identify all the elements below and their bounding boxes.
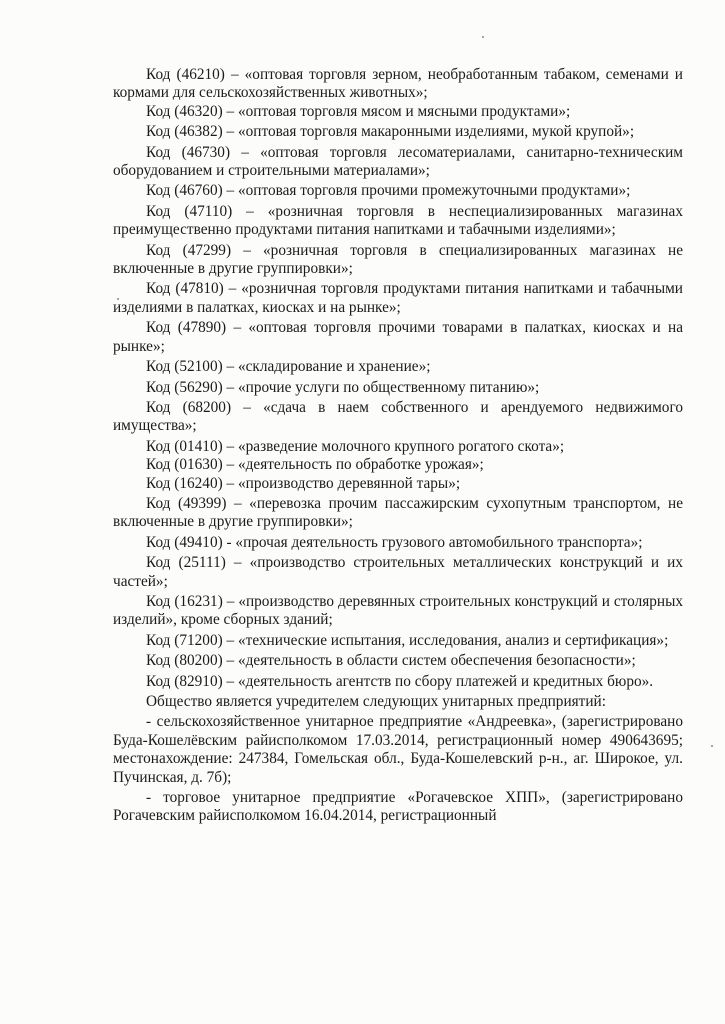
paragraph-code-01630: Код (01630) – «деятельность по обработке урожая»; <box>146 456 484 474</box>
paragraph-code-16231: Код (16231) – «производство деревянных строительных конструкций и столярных изделий», кроме сборных зданий; <box>113 592 683 629</box>
paragraph-code-46210: Код (46210) – «оптовая торговля зерном, необработанным табаком, семенами и кормами для сельскохозяйственных животных»; <box>113 66 683 102</box>
paragraph-code-46382: Код (46382) – «оптовая торговля макаронными изделиями, мукой крупой»; <box>146 123 635 141</box>
paragraph-code-82910: Код (82910) – «деятельность агентств по сбору платежей и кредитных бюро». <box>146 672 654 690</box>
paragraph-code-71200: Код (71200) – «технические испытания, исследования, анализ и сертификация»; <box>146 631 669 649</box>
paragraph-code-46760: Код (46760) – «оптовая торговля прочими промежуточными продуктами»; <box>146 182 631 200</box>
scan-speck <box>711 745 713 747</box>
paragraph-code-52100: Код (52100) – «складирование и хранение»; <box>146 358 431 376</box>
paragraph-enterprise-andreevka: - сельскохозяйственное унитарное предприятие «Андреевка», (зарегистрировано Буда-Кошелёвским райисполкомом 17.03.2014, регистрационный номер 490643695; местонахождение: 247384, Гомельская обл., Буда-Кошелевский р-н., аг. Широкое, ул. Пучинская, д. 7б); <box>113 713 683 786</box>
paragraph-code-49410: Код (49410) - «прочая деятельность грузового автомобильного транспорта»; <box>146 533 643 551</box>
paragraph-code-47810: Код (47810) – «розничная торговля продуктами питания напитками и табачными изделиями в палатках, киосках и на рынке»; <box>113 280 683 316</box>
paragraph-code-46730: Код (46730) – «оптовая торговля лесоматериалами, санитарно-техническим оборудованием и строительными материалами»; <box>113 143 683 180</box>
paragraph-code-47299: Код (47299) – «розничная торговля в специализированных магазинах не включенные в другие группировки»; <box>113 241 683 278</box>
paragraph-code-16240: Код (16240) – «производство деревянной тары»; <box>146 474 461 492</box>
document-body <box>113 66 683 826</box>
paragraph-code-47890: Код (47890) – «оптовая торговля прочими товарами в палатках, киосках и на рынке»; <box>113 319 683 355</box>
paragraph-code-47110: Код (47110) – «розничная торговля в неспециализированных магазинах преимущественно продуктами питания напитками и табачными изделиями»; <box>113 202 683 239</box>
paragraph-code-25111: Код (25111) – «производство строительных металлических конструкций и их частей»; <box>113 554 683 590</box>
paragraph-code-68200: Код (68200) – «сдача в наем собственного и арендуемого недвижимого имущества»; <box>113 398 683 435</box>
paragraph-code-80200: Код (80200) – «деятельность в области систем обеспечения безопасности»; <box>146 652 636 670</box>
paragraph-code-01410: Код (01410) – «разведение молочного крупного рогатого скота»; <box>146 437 565 455</box>
paragraph-founder-intro: Общество является учредителем следующих унитарных предприятий: <box>146 693 606 710</box>
paragraph-enterprise-rogachev: - торговое унитарное предприятие «Рогачевское ХПП», (зарегистрировано Рогачевским райисполкомом 16.04.2014, регистрационный <box>113 789 683 825</box>
scan-speck <box>482 36 484 38</box>
paragraph-code-49399: Код (49399) – «перевозка прочим пассажирским сухопутным транспортом, не включенные в другие группировки»; <box>113 494 683 531</box>
paragraph-code-46320: Код (46320) – «оптовая торговля мясом и мясными продуктами»; <box>146 102 571 120</box>
paragraph-code-56290: Код (56290) – «прочие услуги по общественному питанию»; <box>146 378 540 396</box>
